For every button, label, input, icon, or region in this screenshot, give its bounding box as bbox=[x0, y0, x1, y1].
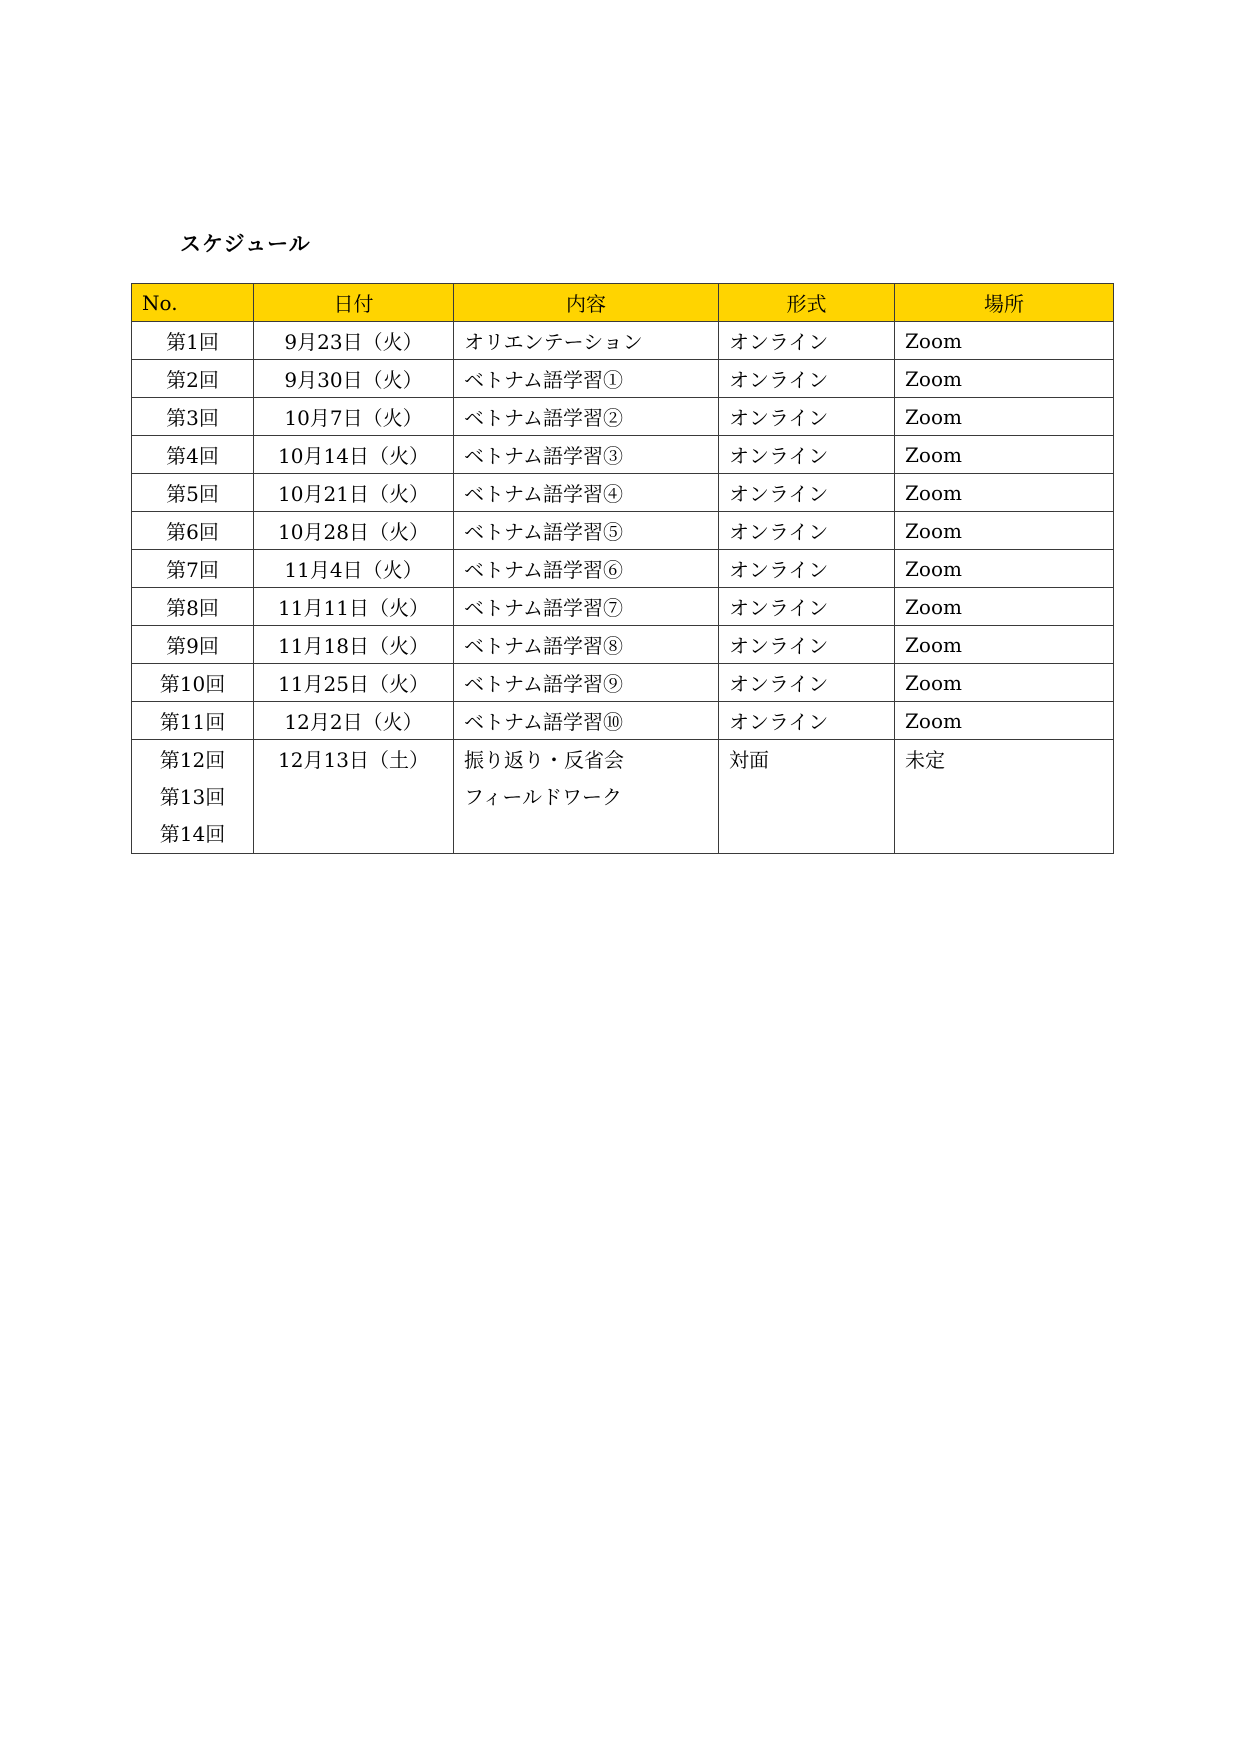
place-cell: Zoom bbox=[895, 436, 1114, 474]
date-cell: 11月18日（火） bbox=[254, 626, 454, 664]
place-cell: Zoom bbox=[895, 360, 1114, 398]
session-number: 第9回 bbox=[132, 626, 254, 664]
place-cell: Zoom bbox=[895, 398, 1114, 436]
place-cell: Zoom bbox=[895, 588, 1114, 626]
format-cell: オンライン bbox=[719, 474, 895, 512]
final-no-cell bbox=[132, 740, 254, 854]
table-row bbox=[132, 550, 1114, 588]
session-number: 第10回 bbox=[132, 664, 254, 702]
place-cell: Zoom bbox=[895, 474, 1114, 512]
session-number: 第5回 bbox=[132, 474, 254, 512]
date-cell: 11月25日（火） bbox=[254, 664, 454, 702]
session-number: 第7回 bbox=[132, 550, 254, 588]
final-date-cell: 12月13日（土） bbox=[254, 740, 454, 854]
content-cell: ベトナム語学習③ bbox=[454, 436, 719, 474]
date-cell: 9月30日（火） bbox=[254, 360, 454, 398]
date-cell: 10月28日（火） bbox=[254, 512, 454, 550]
header-content: 内容 bbox=[454, 284, 719, 322]
content-line: 振り返り・反省会 bbox=[464, 748, 624, 772]
content-cell: ベトナム語学習⑦ bbox=[454, 588, 719, 626]
content-cell: オリエンテーション bbox=[454, 322, 719, 360]
session-number: 第8回 bbox=[132, 588, 254, 626]
format-cell: オンライン bbox=[719, 588, 895, 626]
place-cell: Zoom bbox=[895, 322, 1114, 360]
header-place: 場所 bbox=[895, 284, 1114, 322]
session-number: 第1回 bbox=[132, 322, 254, 360]
session-number: 第12回 bbox=[159, 748, 226, 772]
header-format: 形式 bbox=[719, 284, 895, 322]
session-number: 第13回 bbox=[159, 785, 226, 809]
session-number: 第11回 bbox=[132, 702, 254, 740]
header-no: No. bbox=[132, 284, 254, 322]
table-row bbox=[132, 360, 1114, 398]
content-line: フィールドワーク bbox=[464, 785, 622, 809]
place-cell: Zoom bbox=[895, 626, 1114, 664]
content-cell: ベトナム語学習⑨ bbox=[454, 664, 719, 702]
session-number: 第2回 bbox=[132, 360, 254, 398]
table-row bbox=[132, 322, 1114, 360]
date-cell: 12月2日（火） bbox=[254, 702, 454, 740]
format-cell: オンライン bbox=[719, 436, 895, 474]
date-cell: 11月4日（火） bbox=[254, 550, 454, 588]
table-row bbox=[132, 588, 1114, 626]
date-cell: 10月21日（火） bbox=[254, 474, 454, 512]
format-cell: オンライン bbox=[719, 626, 895, 664]
date-cell: 9月23日（火） bbox=[254, 322, 454, 360]
date-cell: 10月14日（火） bbox=[254, 436, 454, 474]
format-cell: オンライン bbox=[719, 550, 895, 588]
content-cell: ベトナム語学習⑤ bbox=[454, 512, 719, 550]
date-cell: 11月11日（火） bbox=[254, 588, 454, 626]
table-row bbox=[132, 474, 1114, 512]
session-number: 第3回 bbox=[132, 398, 254, 436]
place-cell: Zoom bbox=[895, 512, 1114, 550]
table-row bbox=[132, 512, 1114, 550]
place-cell: Zoom bbox=[895, 664, 1114, 702]
schedule-body bbox=[132, 322, 1114, 854]
content-cell: ベトナム語学習② bbox=[454, 398, 719, 436]
format-cell: オンライン bbox=[719, 512, 895, 550]
format-cell: オンライン bbox=[719, 360, 895, 398]
format-cell: オンライン bbox=[719, 664, 895, 702]
table-row bbox=[132, 702, 1114, 740]
content-cell: ベトナム語学習⑩ bbox=[454, 702, 719, 740]
place-cell: Zoom bbox=[895, 702, 1114, 740]
session-number: 第6回 bbox=[132, 512, 254, 550]
header-date: 日付 bbox=[254, 284, 454, 322]
content-cell: ベトナム語学習⑥ bbox=[454, 550, 719, 588]
session-number: 第14回 bbox=[159, 822, 226, 846]
schedule-table bbox=[131, 283, 1114, 854]
page-title: スケジュール bbox=[180, 232, 311, 256]
format-cell: オンライン bbox=[719, 322, 895, 360]
content-cell: ベトナム語学習⑧ bbox=[454, 626, 719, 664]
format-cell: オンライン bbox=[719, 398, 895, 436]
content-cell: ベトナム語学習④ bbox=[454, 474, 719, 512]
content-cell: ベトナム語学習① bbox=[454, 360, 719, 398]
date-cell: 10月7日（火） bbox=[254, 398, 454, 436]
table-row-final bbox=[132, 740, 1114, 854]
table-row bbox=[132, 664, 1114, 702]
final-format-cell: 対面 bbox=[719, 740, 895, 854]
table-row bbox=[132, 398, 1114, 436]
session-number: 第4回 bbox=[132, 436, 254, 474]
table-header-row bbox=[132, 284, 1114, 322]
final-content-cell bbox=[454, 740, 719, 854]
table-row bbox=[132, 626, 1114, 664]
format-cell: オンライン bbox=[719, 702, 895, 740]
table-row bbox=[132, 436, 1114, 474]
place-cell: Zoom bbox=[895, 550, 1114, 588]
final-place-cell: 未定 bbox=[895, 740, 1114, 854]
